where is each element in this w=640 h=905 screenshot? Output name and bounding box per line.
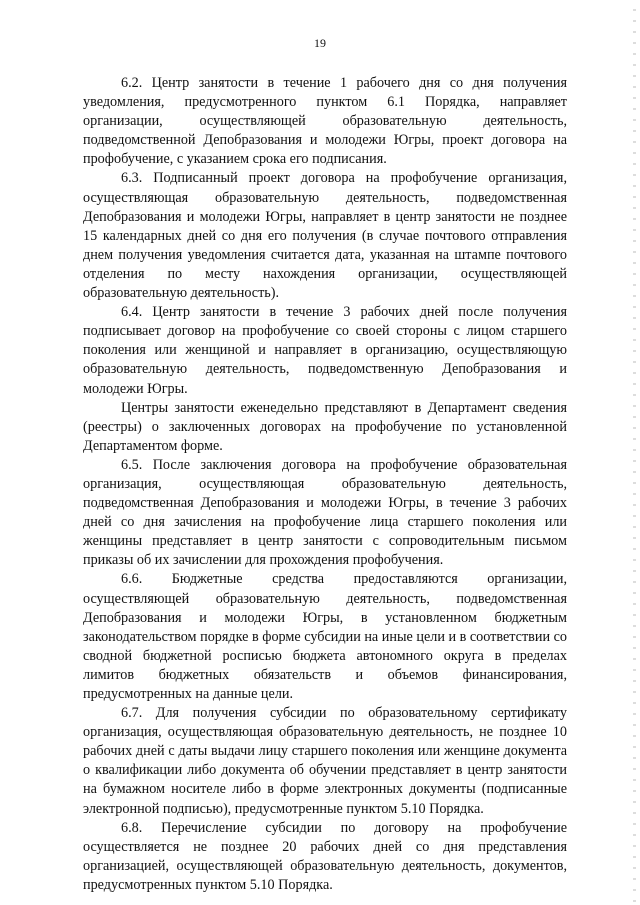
paragraph-6-6: 6.6. Бюджетные средства предоставляются организации, осуществляющей образовательную деятельность, подведомственная Депобразования и молодежи Югры, в установленном бюджетным законодательством порядке в форме субсидии на иные цели и в соответствии со сводной бюджетной росписью бюджета автономного округа в пределах лимитов бюджетных обязательств и объемов финансирования, предусмотренных на данные цели.: [83, 571, 567, 702]
paragraph-6-2: 6.2. Центр занятости в течение 1 рабочего дня со дня получения уведомления, предусмотренного пунктом 6.1 Порядка, направляет организации, осуществляющей образовательную деятельность, подведомственной Депобразования и молодежи Югры, проект договора на профобучение, с указанием срока его подписания.: [83, 75, 567, 168]
paragraph-employment-centers-weekly: Центры занятости еженедельно представляют в Департамент сведения (реестры) о заключенных договорах на профобучение по установленной Департаментом форме.: [83, 399, 567, 454]
page-number: 19: [314, 36, 326, 50]
paragraph-6-3: 6.3. Подписанный проект договора на профобучение организация, осуществляющая образовательную деятельность, подведомственная Депобразования и молодежи Югры, направляет в центр занятости не позднее 15 календарных дней со дня его получения (в случае почтового отправления днем получения уведомления считается дата, указанная на штампе почтового отделения по месту нахождения организации, осуществляющей образовательную деятельность).: [83, 170, 567, 302]
paragraph-6-7: 6.7. Для получения субсидии по образовательному сертификату организация, осуществляющая образовательную деятельность, не позднее 10 рабочих дней с даты выдачи лицу старшего поколения или женщине документа о квалификации либо документа об обучении представляет в центр занятости на бумажном носителе либо в форме электронных документы (подписанные электронной подписью), предусмотренные пунктом 5.10 Порядка.: [83, 705, 567, 817]
paragraph-6-8: 6.8. Перечисление субсидии по договору на профобучение осуществляется не позднее 20 рабочих дней со дня представления организацией, осуществляющей образовательную деятельность, документов, предусмотренных пунктом 5.10 Порядка.: [83, 819, 567, 893]
document-body: [83, 74, 567, 895]
paragraph-6-5: 6.5. После заключения договора на профобучение образовательная организация, осуществляющая образовательную деятельность, подведомственная Депобразования и молодежи Югры, в течение 3 рабочих дней со дня зачисления на профобучение лица старшего поколения или женщины представляет в центр занятости с сопроводительным письмом приказы об их зачислении для прохождения профобучения.: [83, 456, 567, 569]
paragraph-6-4: 6.4. Центр занятости в течение 3 рабочих дней после получения подписывает договор на профобучение со своей стороны с лицом старшего поколения или женщиной и направляет в организацию, осуществляющую образовательную деятельность, подведомственную Депобразования и молодежи Югры.: [83, 304, 567, 397]
scan-edge-artifact: [633, 0, 636, 905]
